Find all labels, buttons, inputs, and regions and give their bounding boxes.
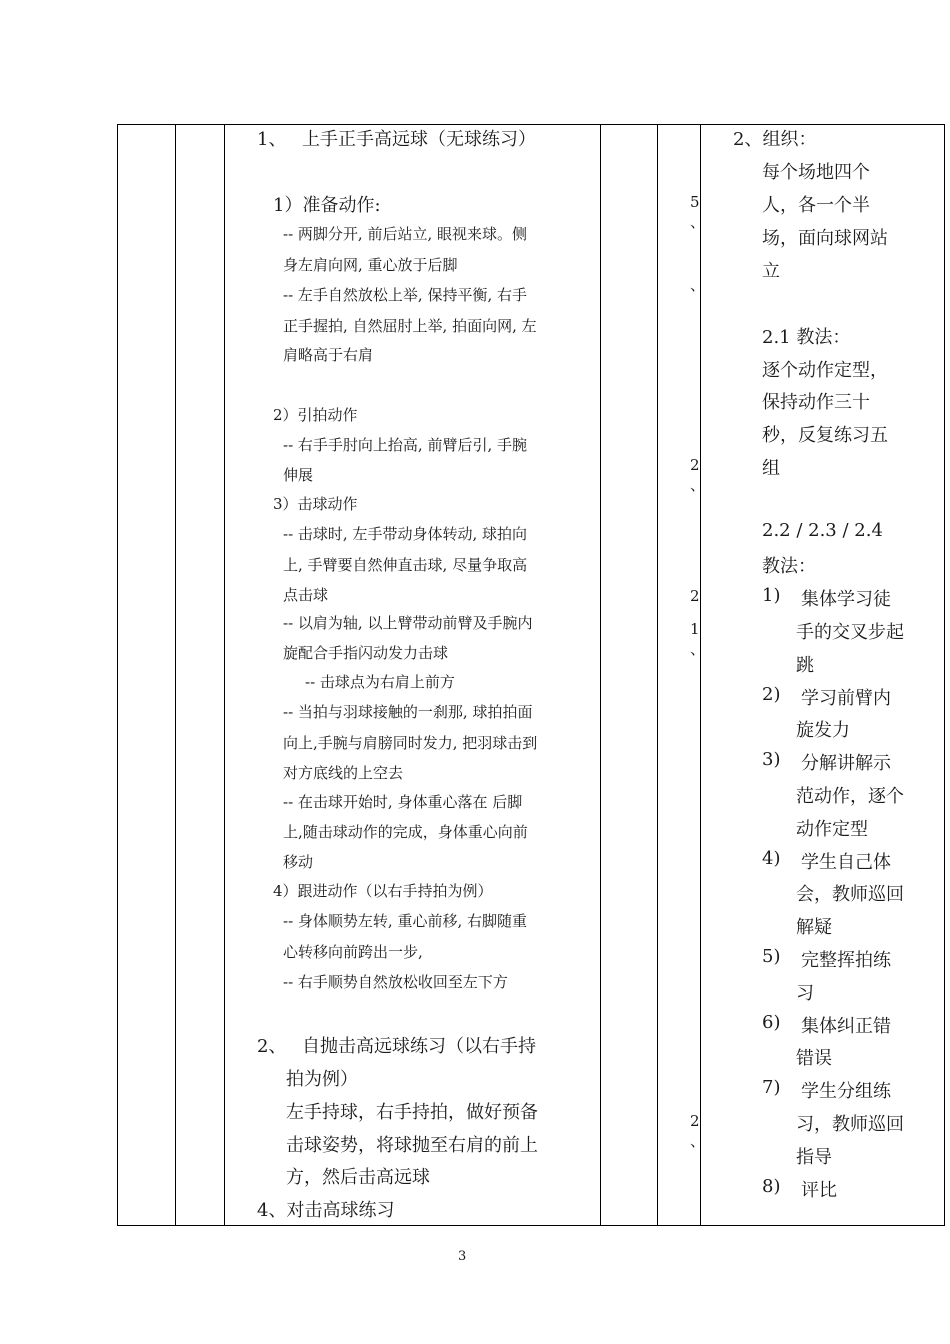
section1-number: 1、 [257,129,287,150]
section4-title: 4、对击高球练习 [257,1200,395,1221]
step-number: 8) [762,1176,781,1197]
time-digit: 1 [690,620,700,638]
time-digit: 2 [690,456,700,474]
time-mark: 、 [690,1132,706,1150]
hit-line: 对方底线的上空去 [283,764,404,782]
step-text: 习，教师巡回 [796,1114,904,1135]
org-heading: 2、组织： [733,129,817,150]
hit-line: -- 以肩为轴, 以上臂带动前臂及手腕内 [283,614,533,632]
section2-body: 方，然后击高远球 [286,1167,430,1188]
method1-line: 秒，反复练习五 [762,425,888,446]
step-text: 会，教师巡回 [796,884,904,905]
prep-line: -- 左手自然放松上举, 保持平衡, 右手 [283,286,527,304]
method1-line: 逐个动作定型， [762,360,888,381]
prep-line: 正手握拍, 自然屈肘上举, 拍面向网, 左 [283,317,537,335]
time-digit: 2 [690,587,700,605]
time-digit: 2 [690,1112,700,1130]
hit-line: 上,随击球动作的完成，身体重心向前 [283,823,528,841]
method2-sub: 教法： [762,556,816,577]
hit-heading: 3）击球动作 [273,495,358,513]
backswing-heading: 2）引拍动作 [273,406,358,424]
step-text: 范动作，逐个 [796,786,904,807]
hit-line: 移动 [283,853,314,871]
org-line: 每个场地四个 [762,162,870,183]
follow-heading: 4）跟进动作（以右手持拍为例） [273,882,493,900]
step-number: 1) [762,585,781,606]
hit-line: -- 击球时, 左手带动身体转动, 球拍向 [283,525,527,543]
prep-line: 身左肩向网, 重心放于后脚 [283,256,458,274]
time-mark: 、 [690,276,706,294]
time-mark: 、 [690,476,706,494]
step-text: 学生分组练 [801,1081,891,1102]
page-number: 3 [458,1249,467,1264]
section2-title: 自抛击高远球练习（以右手持 [302,1036,536,1057]
method1-line: 保持动作三十 [762,392,870,413]
section1-title: 上手正手高远球（无球练习） [302,129,536,150]
step-text: 集体学习徒 [801,589,891,610]
section2-title: 拍为例） [286,1069,358,1090]
step-text: 学习前臂内 [801,688,891,709]
section2-body: 击球姿势，将球抛至右肩的前上 [286,1135,538,1156]
method1-line: 组 [762,458,780,479]
step-text: 解疑 [796,917,832,938]
col-divider-2 [175,124,176,1226]
step-text: 评比 [801,1180,837,1201]
table-bottom-border [117,1225,945,1226]
step-number: 2) [762,684,781,705]
step-number: 4) [762,848,781,869]
time-digit: 5 [690,193,700,211]
hit-line: 向上,手腕与肩膀同时发力, 把羽球击到 [283,734,538,752]
col-divider-7 [944,124,945,1226]
step-number: 7) [762,1077,781,1098]
backswing-line: -- 右手手肘向上抬高, 前臂后引, 手腕 [283,436,527,454]
col-divider-4 [600,124,601,1226]
section2-body: 左手持球，右手持拍，做好预备 [286,1102,538,1123]
step-number: 3) [762,749,781,770]
prep-line: 肩略高于右肩 [283,346,374,364]
col-divider-1 [117,124,118,1226]
hit-line: -- 当拍与羽球接触的一刹那, 球拍拍面 [283,703,533,721]
time-mark: 、 [690,640,706,658]
method1-heading: 2.1 教法： [762,327,851,348]
hit-line: 上, 手臂要自然伸直击球, 尽量争取高 [283,556,528,574]
org-line: 立 [762,261,780,282]
step-number: 5) [762,946,781,967]
follow-line: -- 右手顺势自然放松收回至左下方 [283,973,508,991]
step-text: 指导 [796,1147,832,1168]
step-text: 跳 [796,655,814,676]
section2-number: 2、 [257,1036,287,1057]
step-number: 6) [762,1012,781,1033]
prep-heading: 1）准备动作: [273,195,381,216]
backswing-line: 伸展 [283,466,314,484]
step-text: 习 [796,983,814,1004]
follow-line: -- 身体顺势左转, 重心前移, 右脚随重 [283,912,527,930]
col-divider-5 [657,124,658,1226]
hit-line: -- 在击球开始时, 身体重心落在 后脚 [283,793,523,811]
method2-heading: 2.2 / 2.3 / 2.4 [762,520,883,541]
step-text: 旋发力 [796,720,850,741]
step-text: 完整挥拍练 [801,950,891,971]
org-line: 场，面向球网站 [762,228,888,249]
prep-line: -- 两脚分开, 前后站立, 眼视来球。侧 [283,225,527,243]
step-text: 错误 [796,1048,832,1069]
hit-line: 点击球 [283,586,329,604]
step-text: 分解讲解示 [801,753,891,774]
step-text: 学生自己体 [801,852,891,873]
step-text: 动作定型 [796,819,868,840]
hit-line: -- 击球点为右肩上前方 [305,673,455,691]
time-mark: 、 [690,213,706,231]
step-text: 集体纠正错 [801,1016,891,1037]
follow-line: 心转移向前跨出一步, [283,943,423,961]
org-line: 人，各一个半 [762,195,870,216]
step-text: 手的交叉步起 [796,622,904,643]
hit-line: 旋配合手指闪动发力击球 [283,644,449,662]
col-divider-3 [224,124,225,1226]
